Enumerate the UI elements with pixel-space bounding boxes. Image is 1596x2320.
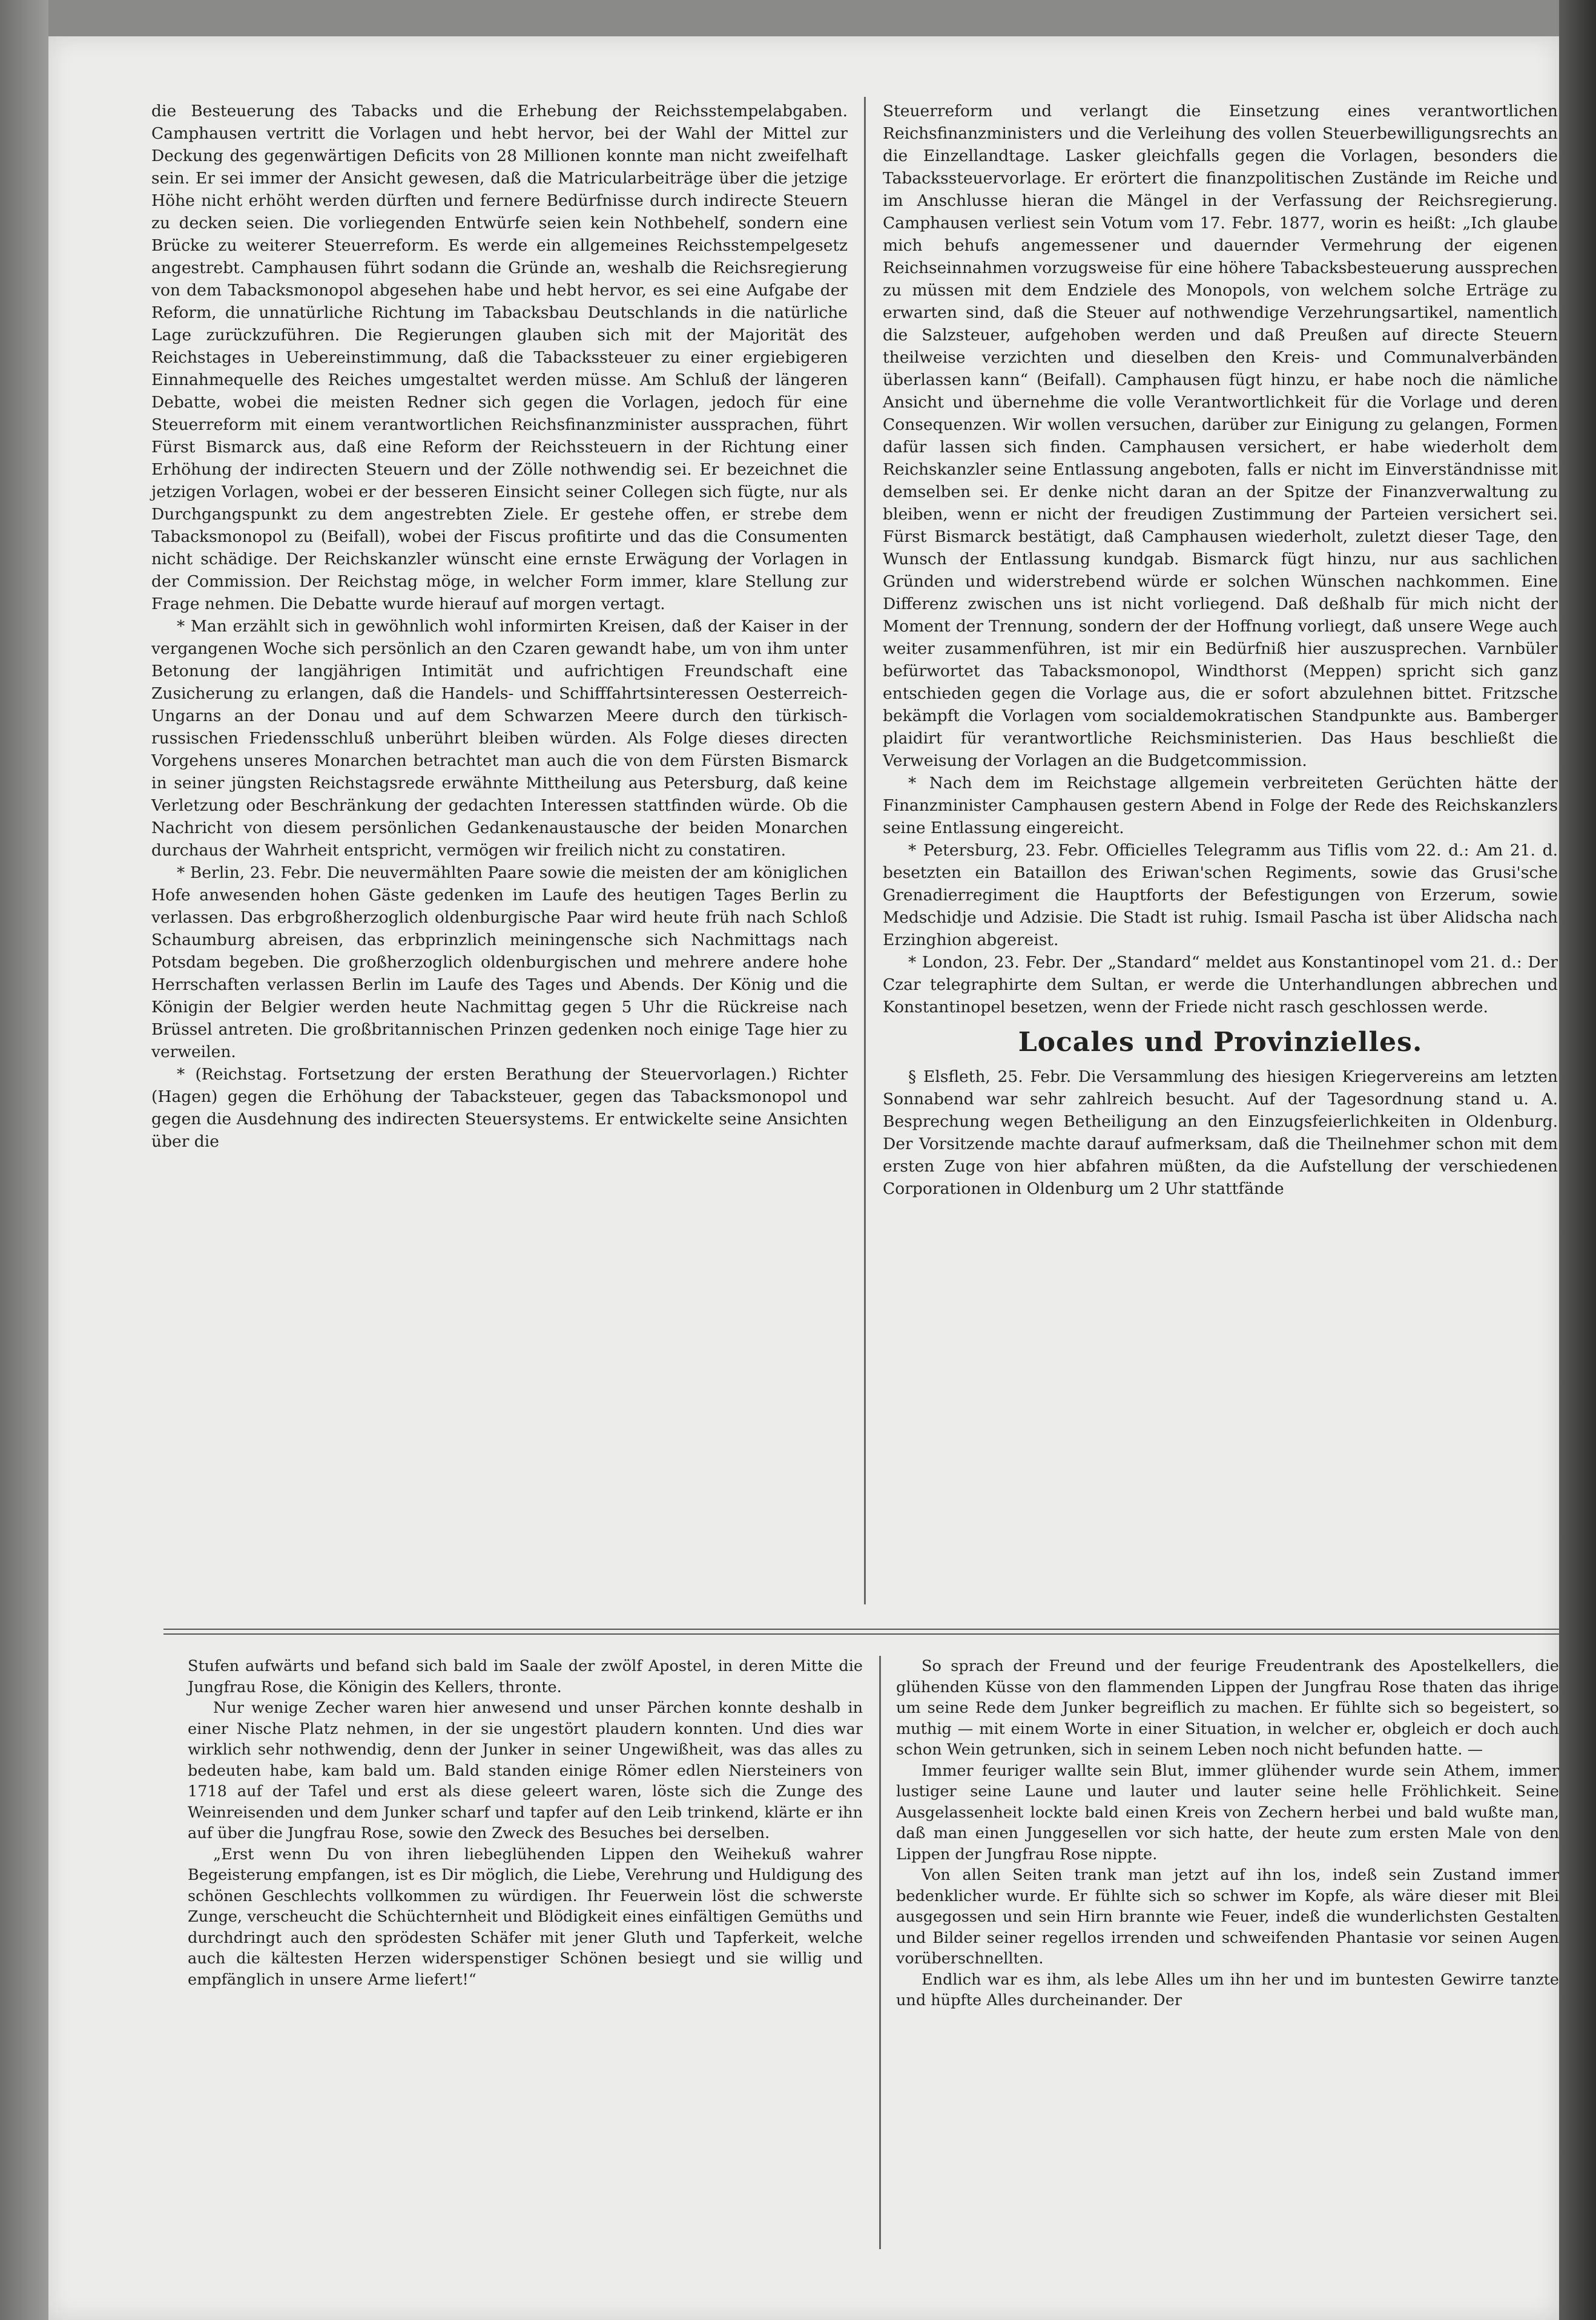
feuilleton-left-column: [188, 1656, 863, 1990]
column-divider: [864, 97, 866, 1604]
article-paragraph: * Petersburg, 23. Febr. Officielles Telegramm aus Tiflis vom 22. d.: Am 21. d. besetzten ein Bataillon des Eriwan'schen Regiments, sowie das Grusi'sche Grenadierregiment die Hauptforts der Befestigungen von Erzerum, sowie Medschidje und Adzisie. Die Stadt ist ruhig. Ismail Pascha ist über Alidscha nach Erzinghion abgereist.: [883, 841, 1558, 949]
book-binding-shadow: [0, 0, 48, 2320]
page-edge-shadow: [1559, 0, 1596, 2320]
article-paragraph: die Besteuerung des Tabacks und die Erhebung der Reichsstempelabgaben. Camphausen vertritt die Vorlagen und hebt hervor, bei der Wahl der Mittel zur Deckung des gegenwärtigen Deficits von 28 Millionen konnte man nicht zweifelhaft sein. Er sei immer der Ansicht gewesen, daß die Matricularbeiträge über die jetzige Höhe nicht erhöht werden dürften und fernere Bedürfnisse durch indirecte Steuern zu decken seien. Die vorliegenden Entwürfe seien kein Nothbehelf, sondern eine Brücke zu weiterer Steuerreform. Es werde ein allgemeines Reichsstempelgesetz angestrebt. Camphausen führt sodann die Gründe an, weshalb die Reichsregierung von dem Tabacksmonopol abgesehen habe und hebt hervor, es sei eine Aufgabe der Reform, die unnatürliche Richtung im Tabacksbau Deutschlands in die natürliche Lage zurückzuführen. Die Regierungen glauben sich mit der Majorität des Reichstages in Uebereinstimmung, daß die Tabackssteuer zu einer ergiebigeren Einnahmequelle des Reiches umgestaltet werden müsse. Am Schluß der längeren Debatte, wobei die meisten Redner sich gegen die Vorlagen, jedoch für eine Steuerreform mit einem verantwortlichen Reichsfinanzminister aussprachen, führt Fürst Bismarck aus, daß eine Reform der Reichssteuern in der Richtung einer Erhöhung der indirecten Steuern und der Zölle nothwendig sei. Er bezeichnet die jetzigen Vorlagen, wobei er der besseren Einsicht seiner Collegen sich fügte, nur als Durchgangspunkt zu dem angestrebten Ziele. Er gestehe offen, er strebe dem Tabacksmonopol zu (Beifall), wobei der Fiscus profitirte und das die Consumenten nicht schädige. Der Reichskanzler wünscht eine ernste Erwägung der Vorlagen in der Commission. Der Reichstag möge, in welcher Form immer, klare Stellung zur Frage nehmen. Die Debatte wurde hierauf auf morgen vertagt.: [151, 102, 848, 613]
local-news-paragraph: § Elsfleth, 25. Febr. Die Versammlung des hiesigen Kriegervereins am letzten Sonnabend war sehr zahlreich besucht. Auf der Tagesordnung stand u. A. Besprechung wegen Betheiligung an den Einzugsfeierlichkeiten in Oldenburg. Der Vorsitzende machte darauf aufmerksam, daß die Theilnehmer schon mit dem ersten Zuge von hier abfahren müßten, da die Aufstellung der verschiedenen Corporationen in Oldenburg um 2 Uhr stattfände: [883, 1067, 1558, 1198]
feuilleton-separator: [163, 1629, 1559, 1635]
article-paragraph: * Man erzählt sich in gewöhnlich wohl informirten Kreisen, daß der Kaiser in der vergangenen Woche sich persönlich an den Czaren gewandt habe, um von ihm unter Betonung der langjährigen Intimität und aufrichtigen Freundschaft eine Zusicherung zu erlangen, daß die Handels- und Schifffahrtsinteressen Oesterreich-Ungarns an der Donau und auf dem Schwarzen Meere durch den türkisch-russischen Friedensschluß unberührt bleiben würden. Als Folge dieses directen Vorgehens unseres Monarchen betrachtet man auch die von dem Fürsten Bismarck in seiner jüngsten Reichstagsrede erwähnte Mittheilung aus Petersburg, daß keine Verletzung oder Beschränkung der gedachten Interessen stattfinden würde. Ob die Nachricht von diesem persönlichen Gedankenaustausche der beiden Monarchen durchaus der Wahrheit entspricht, vermögen wir freilich nicht zu constatiren.: [151, 617, 848, 860]
article-paragraph: * Berlin, 23. Febr. Die neuvermählten Paare sowie die meisten der am königlichen Hofe anwesenden hohen Gäste gedenken im Laufe des heutigen Tages Berlin zu verlassen. Das erbgroßherzoglich oldenburgische Paar wird heute früh nach Schloß Schaumburg abreisen, das erbprinzlich meiningensche sich Nachmittags nach Potsdam begeben. Die großherzoglich oldenburgischen und mehrere andere hohe Herrschaften verlassen Berlin im Laufe des Tages und Abends. Der König und die Königin der Belgier werden heute Nachmittag gegen 5 Uhr die Rückreise nach Brüssel antreten. Die großbritannischen Prinzen gedenken noch einige Tage hier zu verweilen.: [151, 863, 848, 1061]
feuilleton-paragraph: Endlich war es ihm, als lebe Alles um ihn her und im buntesten Gewirre tanzte und hüpfte Alles durcheinander. Der: [896, 1970, 1559, 2009]
feuilleton-right-column: [896, 1656, 1559, 2011]
article-paragraph: * Nach dem im Reichstage allgemein verbreiteten Gerüchten hätte der Finanzminister Camphausen gestern Abend in Folge der Rede des Reichskanzlers seine Entlassung eingereicht.: [883, 774, 1558, 837]
top-left-column: [151, 100, 848, 1153]
feuilleton-paragraph: Von allen Seiten trank man jetzt auf ihn los, indeß sein Zustand immer bedenklicher wurde. Er fühlte sich so schwer im Kopfe, als wäre dieser mit Blei ausgegossen und sein Hirn brannte wie Feuer, indeß die wunderlichsten Gestalten und Bilder seiner regellos irrenden und schweifenden Phantasie vor seinen Augen vorüberschnellten.: [896, 1866, 1559, 1968]
article-paragraph: * London, 23. Febr. Der „Standard“ meldet aus Konstantinopel vom 21. d.: Der Czar telegraphirte dem Sultan, er werde die Unterhandlungen abbrechen und Konstantinopel besetzen, wenn der Friede nicht rasch geschlossen werde.: [883, 953, 1558, 1017]
article-paragraph: * (Reichstag. Fortsetzung der ersten Berathung der Steuervorlagen.) Richter (Hagen) gegen die Erhöhung der Tabacksteuer, gegen das Tabacksmonopol und gegen die Ausdehnung des indirecten Steuersystems. Er entwickelte seine Ansichten über die: [151, 1065, 848, 1151]
feuilleton-paragraph: Immer feuriger wallte sein Blut, immer glühender wurde sein Athem, immer lustiger seine Laune und lauter und lauter seine helle Fröhlichkeit. Seine Ausgelassenheit lockte bald einen Kreis von Zechern herbei und bald wußte man, daß man einen Junggesellen vor sich hatte, der heute zum ersten Male von den Lippen der Jungfrau Rose nippte.: [896, 1761, 1559, 1864]
article-paragraph: Steuerreform und verlangt die Einsetzung eines verantwortlichen Reichsfinanzministers und die Verleihung des vollen Steuerbewilligungsrechts an die Einzellandtage. Lasker gleichfalls gegen die Vorlagen, besonders die Tabackssteuervorlage. Er erörtert die finanzpolitischen Zustände im Reiche und im Anschlusse hieran die Mängel in der Verfassung der Reichsregierung. Camphausen verliest sein Votum vom 17. Febr. 1877, worin es heißt: „Ich glaube mich behufs angemessener und dauernder Vermehrung der eigenen Reichseinnahmen vorzugsweise für eine höhere Tabacksbesteuerung aussprechen zu müssen mit dem Endziele des Monopols, von welchem solche Erträge zu erwarten sind, daß die Steuer auf nothwendige Verzehrungsartikel, namentlich die Salzsteuer, aufgehoben werden und daß Preußen auf directe Steuern theilweise verzichten und dieselben den Kreis- und Communalverbänden überlassen kann“ (Beifall). Camphausen fügt hinzu, er habe noch die nämliche Ansicht und übernehme die volle Verantwortlichkeit für die Vorlage und deren Consequenzen. Wir wollen versuchen, darüber zur Einigung zu gelangen, Formen dafür lassen sich finden. Camphausen versichert, er habe wiederholt dem Reichskanzler seine Entlassung angeboten, falls er nicht im Einverständnisse mit demselben sei. Er denke nicht daran an der Spitze der Finanzverwaltung zu bleiben, wenn er nicht der freudigen Zustimmung der Parteien versichert sei. Fürst Bismarck bestätigt, daß Camphausen wiederholt, zuletzt dieser Tage, den Wunsch der Entlassung kundgab. Bismarck fügt hinzu, nur aus sachlichen Gründen und widerstrebend würde er solchen Wünschen nachkommen. Eine Differenz zwischen uns ist nicht vorliegend. Daß deßhalb für mich nicht der Moment der Trennung, sondern der der Hoffnung vorliegt, daß unsere Wege auch weiter zusammenführen, ist mir ein Bedürfniß hier auszusprechen. Varnbüler befürwortet das Tabacksmonopol, Windthorst (Meppen) spricht sich ganz entschieden gegen die Vorlage aus, die er sofort abzulehnen bittet. Fritzsche bekämpft die Vorlagen vom socialdemokratischen Standpunkte aus. Bamberger plaidirt für verantwortliche Reichsministerien. Das Haus beschließt die Verweisung der Vorlagen an die Budgetcommission.: [883, 102, 1558, 770]
column-divider: [879, 1656, 881, 2249]
top-right-column: [883, 100, 1558, 1200]
feuilleton-paragraph: Stufen aufwärts und befand sich bald im Saale der zwölf Apostel, in deren Mitte die Jungfrau Rose, die Königin des Kellers, thronte.: [188, 1657, 863, 1696]
section-heading: Locales und Provinzielles.: [1018, 1027, 1423, 1058]
feuilleton-paragraph: So sprach der Freund und der feurige Freudentrank des Apostelkellers, die glühenden Küsse von den flammenden Lippen der Jungfrau Rose thaten das ihrige um seine Rede dem Junker begreiflich zu machen. Er fühlte sich so begeistert, so muthig — mit einem Worte in einer Situation, in welcher er, obgleich er doch auch schon Wein getrunken, sich in seinem Leben noch nicht befunden hatte. —: [896, 1657, 1559, 1759]
feuilleton-paragraph: Nur wenige Zecher waren hier anwesend und unser Pärchen konnte deshalb in einer Nische Platz nehmen, in der sie ungestört plaudern konnten. Und dies war wirklich sehr nothwendig, denn der Junker in seiner Ungewißheit, was das alles zu bedeuten habe, kam bald um. Bald standen einige Römer edlen Niersteiners von 1718 auf der Tafel und erst als diese geleert waren, löste sich die Zunge des Weinreisenden und dem Junker scharf und tapfer auf den Leib trinkend, klärte er ihn auf über die Jungfrau Rose, sowie den Zweck des Besuches bei derselben.: [188, 1699, 863, 1842]
feuilleton-paragraph: „Erst wenn Du von ihren liebeglühenden Lippen den Weihekuß wahrer Begeisterung empfangen, ist es Dir möglich, die Liebe, Verehrung und Huldigung des schönen Geschlechts vollkommen zu würdigen. Ihr Feuerwein löst die schwerste Zunge, verscheucht die Schüchternheit und Blödigkeit eines einfältigen Gemüths und durchdringt auch den sprödesten Schäfer mit jener Gluth und Tapferkeit, welche auch die kältesten Herzen widerspenstiger Schönen besiegt und sie willig und empfänglich in unsere Arme liefert!“: [188, 1845, 863, 1989]
